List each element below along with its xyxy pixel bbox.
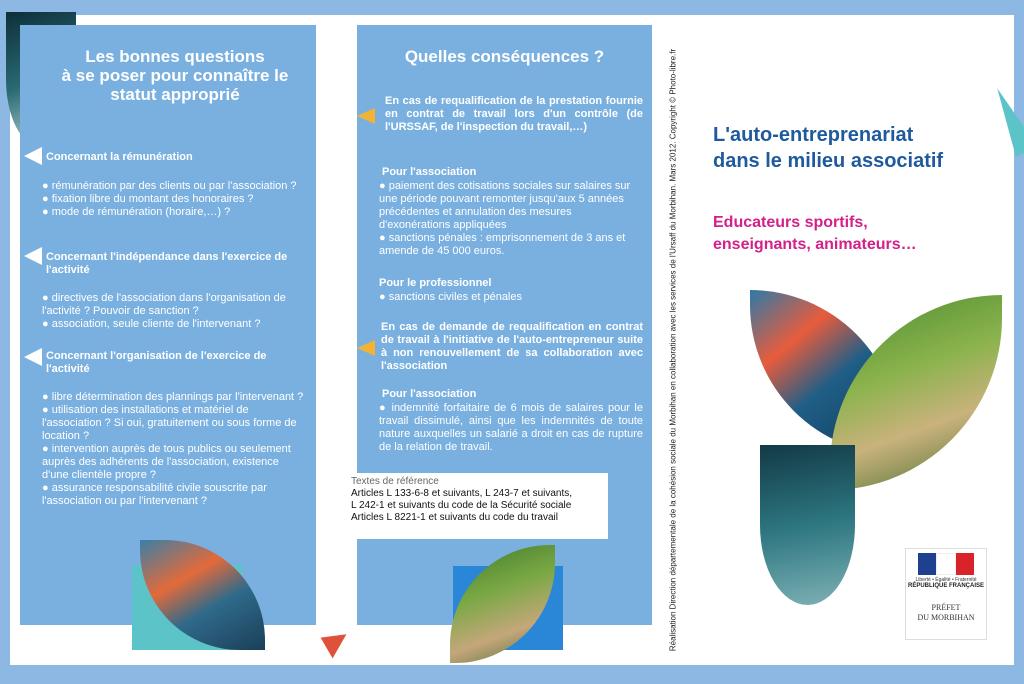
assoc-bullets-1: ● paiement des cotisations sociales sur salaires sur une période pouvant remonter jusqu'aux 5 années précédentes et annulation des mesures d'exonérations appliquées ● sanctions pénales : emprisonnement de 3 ans et amende de 45 000 euros. (379, 180, 631, 257)
pro-heading: Pour le professionnel (379, 277, 492, 289)
section-arrow-icon (24, 348, 42, 366)
bullets-remuneration: ● rémunération par des clients ou par l'association ? ● fixation libre du montant des honoraires ? ● mode de rémunération (horaire,…) ? (42, 180, 297, 218)
references-box (345, 473, 608, 539)
cover-subtitle: Educateurs sportifs, enseignants, animateurs… (713, 214, 917, 253)
consequences-title: Quelles conséquences ? (404, 47, 605, 66)
tricolor-flag-icon (918, 553, 974, 575)
section-heading-organisation: Concernant l'organisation de l'exercice de l'activité (46, 350, 267, 375)
logo-motto: Liberté • Égalité • Fraternité (915, 577, 977, 583)
reference-line: L 242-1 et suivants du code de la Sécurité sociale (351, 500, 572, 511)
case-requalification-request: En cas de demande de requalification en contrat de travail à l'initiative de l'auto-entrepreneur suite à non renouvellement de sa collaboration avec l'association (381, 321, 643, 372)
cover-title: L'auto-entreprenariat dans le milieu associatif (713, 124, 944, 172)
orange-arrow-icon (357, 340, 375, 356)
section-arrow-icon (24, 247, 42, 265)
questions-title: Les bonnes questions à se poser pour connaître le statut approprié (61, 47, 289, 104)
bullets-independance: ● directives de l'association dans l'organisation de l'activité ? Pouvoir de sanction ? ● association, seule cliente de l'intervenant ? (42, 292, 286, 330)
reference-line: Articles L 8221-1 et suivants du code du travail (351, 512, 558, 523)
bullets-organisation: ● libre détermination des plannings par l'intervenant ? ● utilisation des installations et matériel de l'association ? Si oui, gratuitement ou sous forme de location ? ● intervention auprès de tous publics ou seulement auprès des adhérents de l'association, existence d'une clientèle propre ? ● assurance responsabilité civile souscrite par l'association ou par l'intervenant ? (42, 391, 304, 507)
reference-line: Articles L 133-6-8 et suivants, L 243-7 et suivants, (351, 488, 573, 499)
case-requalification-control: En cas de requalification de la prestation fournie en contrat de travail lors d'un contrôle (de l'URSSAF, de l'inspection du travail,…) (385, 95, 643, 133)
orange-arrow-icon (357, 108, 375, 124)
pro-bullets: ● sanctions civiles et pénales (379, 291, 522, 303)
section-arrow-icon (24, 147, 42, 165)
assoc-heading-1: Pour l'association (382, 166, 477, 178)
questions-panel (20, 25, 316, 625)
cover-diver-crescent-photo (760, 445, 855, 605)
assoc-heading-2: Pour l'association (382, 388, 477, 400)
references-label: Textes de référence (351, 476, 439, 487)
assoc-bullets-2: ● indemnité forfaitaire de 6 mois de salaires pour le travail dissimulé, ainsi que les indemnités de toute nature auxquelles un salarié a droit en cas de rupture de la relation de travail. (379, 402, 643, 453)
section-heading-independance: Concernant l'indépendance dans l'exercice de l'activité (46, 251, 288, 276)
prefet-label: PRÉFET DU MORBIHAN (917, 603, 975, 622)
section-heading-remuneration: Concernant la rémunération (46, 151, 193, 163)
prefecture-logo (905, 548, 987, 640)
vertical-credit: Réalisation Direction départementale de la cohésion sociale du Morbihan en collaboration avec les services de l'Ursaff du Morbihan. Mars 2012. Copyright © Photo-libre.fr (668, 48, 678, 652)
logo-republic: RÉPUBLIQUE FRANÇAISE (907, 583, 984, 589)
